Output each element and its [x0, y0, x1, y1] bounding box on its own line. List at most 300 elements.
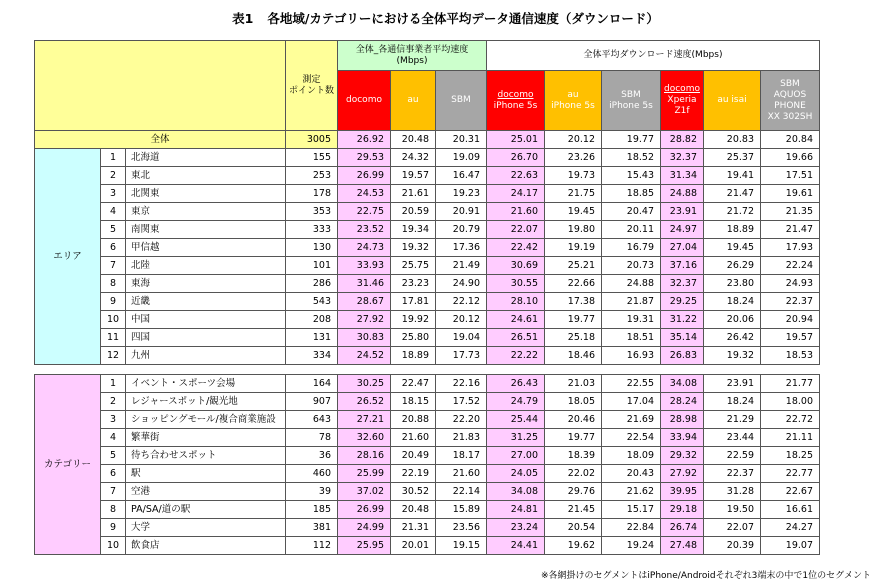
points-cell: 334	[286, 347, 338, 365]
value-cell: 19.66	[761, 149, 820, 167]
table-row	[35, 239, 820, 257]
value-cell: 20.39	[704, 537, 761, 555]
points-cell: 101	[286, 257, 338, 275]
value-cell: 26.74	[661, 519, 704, 537]
value-cell: 31.22	[661, 311, 704, 329]
table-row	[35, 347, 820, 365]
header-line: au	[407, 95, 419, 105]
value-cell: 33.93	[338, 257, 391, 275]
row-number: 12	[101, 347, 126, 365]
carrier-average-group-header: 全体_各通信事業者平均速度 (Mbps)	[338, 41, 487, 71]
device-header	[487, 71, 545, 131]
value-cell: 25.21	[545, 257, 602, 275]
points-cell: 208	[286, 311, 338, 329]
value-cell: 26.92	[338, 131, 391, 149]
value-cell: 24.17	[487, 185, 545, 203]
device-header	[661, 71, 704, 131]
segment-name: 飲食店	[126, 537, 286, 555]
table-row	[35, 257, 820, 275]
value-cell: 37.16	[661, 257, 704, 275]
table-row	[35, 483, 820, 501]
value-cell: 23.56	[436, 519, 487, 537]
value-cell: 23.91	[704, 375, 761, 393]
value-cell: 24.61	[487, 311, 545, 329]
header-line: docomo	[346, 95, 382, 105]
value-cell: 20.84	[761, 131, 820, 149]
value-cell: 23.91	[661, 203, 704, 221]
points-cell: 460	[286, 465, 338, 483]
points-cell: 131	[286, 329, 338, 347]
value-cell: 32.37	[661, 275, 704, 293]
value-cell: 19.50	[704, 501, 761, 519]
header-line: SBM	[621, 89, 641, 100]
row-number: 5	[101, 221, 126, 239]
value-cell: 18.39	[545, 447, 602, 465]
segment-name: 四国	[126, 329, 286, 347]
value-cell: 24.93	[761, 275, 820, 293]
value-cell: 19.04	[436, 329, 487, 347]
header-line: PHONE	[774, 100, 806, 111]
row-number: 3	[101, 411, 126, 429]
segment-name: 東海	[126, 275, 286, 293]
table-row	[35, 293, 820, 311]
points-cell: 130	[286, 239, 338, 257]
value-cell: 21.75	[545, 185, 602, 203]
value-cell: 22.19	[391, 465, 436, 483]
value-cell: 19.31	[602, 311, 661, 329]
section-label: カテゴリー	[35, 375, 101, 555]
value-cell: 19.32	[704, 347, 761, 365]
value-cell: 21.47	[761, 221, 820, 239]
row-number: 5	[101, 447, 126, 465]
row-number: 6	[101, 465, 126, 483]
value-cell: 24.79	[487, 393, 545, 411]
value-cell: 25.99	[338, 465, 391, 483]
points-cell: 333	[286, 221, 338, 239]
value-cell: 26.29	[704, 257, 761, 275]
value-cell: 18.51	[602, 329, 661, 347]
overall-row	[35, 131, 820, 149]
points-cell: 353	[286, 203, 338, 221]
points-header: 測定 ポイント数	[286, 41, 338, 131]
value-cell: 19.24	[602, 537, 661, 555]
value-cell: 22.22	[487, 347, 545, 365]
value-cell: 21.69	[602, 411, 661, 429]
value-cell: 21.11	[761, 429, 820, 447]
table-number: 表1	[232, 11, 254, 26]
value-cell: 26.42	[704, 329, 761, 347]
table-row	[35, 167, 820, 185]
value-cell: 28.10	[487, 293, 545, 311]
footnote: ※各網掛けのセグメントはiPhone/Androidそれぞれ3端末の中で1位のセグメント	[540, 571, 871, 581]
value-cell: 18.53	[761, 347, 820, 365]
row-number: 7	[101, 257, 126, 275]
value-cell: 26.43	[487, 375, 545, 393]
value-cell: 18.00	[761, 393, 820, 411]
value-cell: 22.47	[391, 375, 436, 393]
header-line: Xperia	[667, 95, 697, 105]
value-cell: 20.48	[391, 501, 436, 519]
value-cell: 30.69	[487, 257, 545, 275]
value-cell: 29.76	[545, 483, 602, 501]
segment-name: 中国	[126, 311, 286, 329]
segment-name: 空港	[126, 483, 286, 501]
points-cell: 381	[286, 519, 338, 537]
value-cell: 22.37	[704, 465, 761, 483]
value-cell: 17.52	[436, 393, 487, 411]
segment-name: 待ち合わせスポット	[126, 447, 286, 465]
value-cell: 16.79	[602, 239, 661, 257]
value-cell: 20.73	[602, 257, 661, 275]
header-line: au	[567, 89, 579, 100]
table-row	[35, 149, 820, 167]
segment-name: イベント・スポーツ会場	[126, 375, 286, 393]
device-header	[602, 71, 661, 131]
carrier-header	[338, 71, 391, 131]
points-cell: 78	[286, 429, 338, 447]
value-cell: 22.07	[704, 519, 761, 537]
segment-name: PA/SA/道の駅	[126, 501, 286, 519]
value-cell: 31.46	[338, 275, 391, 293]
points-cell: 155	[286, 149, 338, 167]
value-cell: 24.81	[487, 501, 545, 519]
value-cell: 21.87	[602, 293, 661, 311]
value-cell: 37.02	[338, 483, 391, 501]
table-body	[35, 41, 820, 555]
value-cell: 26.52	[338, 393, 391, 411]
value-cell: 19.77	[602, 131, 661, 149]
value-cell: 20.01	[391, 537, 436, 555]
value-cell: 24.99	[338, 519, 391, 537]
value-cell: 27.00	[487, 447, 545, 465]
value-cell: 22.12	[436, 293, 487, 311]
value-cell: 17.73	[436, 347, 487, 365]
value-cell: 29.25	[661, 293, 704, 311]
value-cell: 19.15	[436, 537, 487, 555]
value-cell: 19.80	[545, 221, 602, 239]
value-cell: 24.32	[391, 149, 436, 167]
table-row	[35, 203, 820, 221]
value-cell: 15.17	[602, 501, 661, 519]
value-cell: 32.60	[338, 429, 391, 447]
value-cell: 15.43	[602, 167, 661, 185]
row-number: 6	[101, 239, 126, 257]
row-number: 2	[101, 167, 126, 185]
value-cell: 21.62	[602, 483, 661, 501]
value-cell: 21.77	[761, 375, 820, 393]
section-label: エリア	[35, 149, 101, 365]
table-row	[35, 501, 820, 519]
value-cell: 28.67	[338, 293, 391, 311]
segment-name: 大学	[126, 519, 286, 537]
value-cell: 18.05	[545, 393, 602, 411]
table-row	[35, 465, 820, 483]
value-cell: 20.94	[761, 311, 820, 329]
table-row	[35, 429, 820, 447]
value-cell: 21.31	[391, 519, 436, 537]
value-cell: 24.97	[661, 221, 704, 239]
value-cell: 18.15	[391, 393, 436, 411]
header-line: SBM	[780, 78, 800, 89]
value-cell: 22.75	[338, 203, 391, 221]
row-number: 2	[101, 393, 126, 411]
value-cell: 18.24	[704, 293, 761, 311]
value-cell: 20.06	[704, 311, 761, 329]
row-number: 3	[101, 185, 126, 203]
header-line: docomo	[497, 89, 534, 100]
value-cell: 18.25	[761, 447, 820, 465]
row-number: 4	[101, 203, 126, 221]
value-cell: 20.12	[545, 131, 602, 149]
value-cell: 17.93	[761, 239, 820, 257]
points-cell: 643	[286, 411, 338, 429]
value-cell: 31.34	[661, 167, 704, 185]
value-cell: 30.52	[391, 483, 436, 501]
value-cell: 26.51	[487, 329, 545, 347]
value-cell: 28.98	[661, 411, 704, 429]
row-number: 1	[101, 149, 126, 167]
points-cell: 164	[286, 375, 338, 393]
value-cell: 23.80	[704, 275, 761, 293]
value-cell: 19.09	[436, 149, 487, 167]
value-cell: 27.04	[661, 239, 704, 257]
row-number: 4	[101, 429, 126, 447]
value-cell: 19.57	[761, 329, 820, 347]
header-line: SBM	[451, 95, 471, 105]
segment-name: 北海道	[126, 149, 286, 167]
row-number: 8	[101, 501, 126, 519]
row-number: 1	[101, 375, 126, 393]
value-cell: 22.55	[602, 375, 661, 393]
speed-table	[34, 40, 820, 555]
value-cell: 20.54	[545, 519, 602, 537]
value-cell: 26.99	[338, 167, 391, 185]
value-cell: 22.72	[761, 411, 820, 429]
value-cell: 18.46	[545, 347, 602, 365]
segment-name: 繁華街	[126, 429, 286, 447]
points-cell: 543	[286, 293, 338, 311]
device-header	[545, 71, 602, 131]
value-cell: 21.61	[391, 185, 436, 203]
value-cell: 16.61	[761, 501, 820, 519]
header-line: iPhone 5s	[551, 100, 595, 111]
value-cell: 20.49	[391, 447, 436, 465]
header-line: iPhone 5s	[609, 100, 653, 111]
value-cell: 18.09	[602, 447, 661, 465]
value-cell: 26.70	[487, 149, 545, 167]
value-cell: 24.27	[761, 519, 820, 537]
row-number: 7	[101, 483, 126, 501]
value-cell: 22.07	[487, 221, 545, 239]
value-cell: 25.95	[338, 537, 391, 555]
value-cell: 19.45	[545, 203, 602, 221]
header-line: Z1f	[674, 106, 690, 116]
value-cell: 18.17	[436, 447, 487, 465]
value-cell: 30.83	[338, 329, 391, 347]
value-cell: 20.79	[436, 221, 487, 239]
value-cell: 23.52	[338, 221, 391, 239]
value-cell: 20.59	[391, 203, 436, 221]
value-cell: 27.48	[661, 537, 704, 555]
value-cell: 18.89	[704, 221, 761, 239]
value-cell: 29.18	[661, 501, 704, 519]
value-cell: 21.83	[436, 429, 487, 447]
value-cell: 19.34	[391, 221, 436, 239]
value-cell: 25.01	[487, 131, 545, 149]
segment-name: 九州	[126, 347, 286, 365]
value-cell: 20.31	[436, 131, 487, 149]
value-cell: 23.44	[704, 429, 761, 447]
row-number: 10	[101, 537, 126, 555]
value-cell: 28.16	[338, 447, 391, 465]
table-row	[35, 537, 820, 555]
value-cell: 20.48	[391, 131, 436, 149]
value-cell: 18.52	[602, 149, 661, 167]
value-cell: 18.89	[391, 347, 436, 365]
table-row	[35, 329, 820, 347]
header-line: au isai	[717, 95, 747, 105]
table-row	[35, 221, 820, 239]
value-cell: 22.42	[487, 239, 545, 257]
points-cell: 36	[286, 447, 338, 465]
value-cell: 25.37	[704, 149, 761, 167]
value-cell: 22.14	[436, 483, 487, 501]
value-cell: 25.75	[391, 257, 436, 275]
segment-name: レジャースポット/観光地	[126, 393, 286, 411]
value-cell: 23.23	[391, 275, 436, 293]
value-cell: 27.92	[661, 465, 704, 483]
value-cell: 35.14	[661, 329, 704, 347]
table-row	[35, 393, 820, 411]
value-cell: 29.32	[661, 447, 704, 465]
value-cell: 19.45	[704, 239, 761, 257]
value-cell: 16.93	[602, 347, 661, 365]
row-number: 11	[101, 329, 126, 347]
value-cell: 20.46	[545, 411, 602, 429]
value-cell: 21.45	[545, 501, 602, 519]
value-cell: 21.03	[545, 375, 602, 393]
points-cell: 907	[286, 393, 338, 411]
value-cell: 20.11	[602, 221, 661, 239]
device-header	[704, 71, 761, 131]
value-cell: 21.29	[704, 411, 761, 429]
value-cell: 17.04	[602, 393, 661, 411]
value-cell: 22.84	[602, 519, 661, 537]
value-cell: 15.89	[436, 501, 487, 519]
value-cell: 19.41	[704, 167, 761, 185]
value-cell: 21.35	[761, 203, 820, 221]
value-cell: 22.63	[487, 167, 545, 185]
segment-name: 駅	[126, 465, 286, 483]
value-cell: 24.41	[487, 537, 545, 555]
value-cell: 27.92	[338, 311, 391, 329]
value-cell: 33.94	[661, 429, 704, 447]
value-cell: 17.51	[761, 167, 820, 185]
table-row	[35, 447, 820, 465]
table-row	[35, 275, 820, 293]
value-cell: 30.25	[338, 375, 391, 393]
value-cell: 21.60	[487, 203, 545, 221]
value-cell: 30.55	[487, 275, 545, 293]
points-cell: 178	[286, 185, 338, 203]
segment-name: 北関東	[126, 185, 286, 203]
value-cell: 19.23	[436, 185, 487, 203]
value-cell: 17.36	[436, 239, 487, 257]
value-cell: 22.77	[761, 465, 820, 483]
header-line: AQUOS	[773, 89, 807, 100]
value-cell: 20.88	[391, 411, 436, 429]
value-cell: 19.77	[545, 429, 602, 447]
value-cell: 23.26	[545, 149, 602, 167]
value-cell: 19.62	[545, 537, 602, 555]
table-row	[35, 185, 820, 203]
value-cell: 25.44	[487, 411, 545, 429]
value-cell: 27.21	[338, 411, 391, 429]
gap-cell	[35, 365, 820, 375]
value-cell: 24.05	[487, 465, 545, 483]
value-cell: 20.43	[602, 465, 661, 483]
header-line: XX 302SH	[767, 111, 813, 122]
points-cell: 253	[286, 167, 338, 185]
value-cell: 21.60	[391, 429, 436, 447]
value-cell: 18.85	[602, 185, 661, 203]
value-cell: 19.57	[391, 167, 436, 185]
section-gap	[35, 365, 820, 375]
value-cell: 22.67	[761, 483, 820, 501]
segment-name: 甲信越	[126, 239, 286, 257]
value-cell: 22.66	[545, 275, 602, 293]
points-cell: 112	[286, 537, 338, 555]
value-cell: 22.24	[761, 257, 820, 275]
value-cell: 39.95	[661, 483, 704, 501]
value-cell: 32.37	[661, 149, 704, 167]
value-cell: 19.61	[761, 185, 820, 203]
carrier-header	[436, 71, 487, 131]
value-cell: 22.16	[436, 375, 487, 393]
value-cell: 20.12	[436, 311, 487, 329]
value-cell: 21.72	[704, 203, 761, 221]
value-cell: 24.88	[661, 185, 704, 203]
value-cell: 22.20	[436, 411, 487, 429]
value-cell: 22.54	[602, 429, 661, 447]
value-cell: 29.53	[338, 149, 391, 167]
segment-name: 南関東	[126, 221, 286, 239]
value-cell: 17.38	[545, 293, 602, 311]
header-line: docomo	[664, 84, 700, 94]
table-row	[35, 311, 820, 329]
value-cell: 34.08	[661, 375, 704, 393]
value-cell: 20.47	[602, 203, 661, 221]
segment-name: 東北	[126, 167, 286, 185]
row-number: 8	[101, 275, 126, 293]
value-cell: 21.49	[436, 257, 487, 275]
value-cell: 24.88	[602, 275, 661, 293]
value-cell: 20.83	[704, 131, 761, 149]
value-cell: 21.47	[704, 185, 761, 203]
value-cell: 28.82	[661, 131, 704, 149]
overall-label: 全体	[35, 131, 286, 149]
table-row	[35, 519, 820, 537]
value-cell: 24.73	[338, 239, 391, 257]
value-cell: 18.24	[704, 393, 761, 411]
points-cell: 185	[286, 501, 338, 519]
value-cell: 28.24	[661, 393, 704, 411]
value-cell: 19.07	[761, 537, 820, 555]
segment-name: 近畿	[126, 293, 286, 311]
segment-name: 東京	[126, 203, 286, 221]
header-corner	[35, 41, 286, 131]
value-cell: 16.47	[436, 167, 487, 185]
